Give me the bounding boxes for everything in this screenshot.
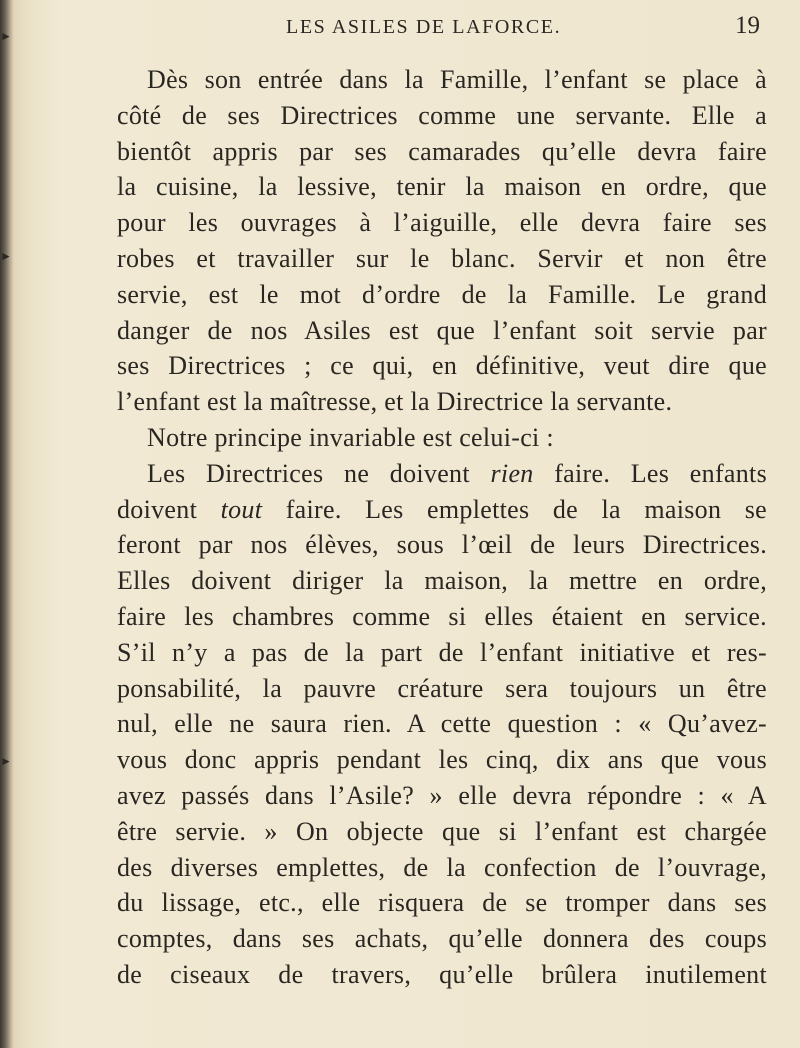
text-run: S’il n’y a pas de la part de l’enfant initiative et res-	[117, 637, 767, 667]
text-line	[117, 885, 767, 921]
text-line	[117, 134, 767, 170]
text-line	[117, 635, 767, 671]
text-run: du lissage, etc., elle risquera de se tromper dans ses	[117, 888, 767, 918]
italic-word: tout	[220, 494, 263, 524]
text-run: comptes, dans ses achats, qu’elle donnera des coups	[117, 924, 767, 954]
text-line	[117, 420, 767, 456]
text-line	[117, 778, 767, 814]
page-number: 19	[735, 12, 760, 39]
text-run: des diverses emplettes, de la confection de l’ouvrage,	[117, 852, 767, 882]
text-line	[117, 850, 767, 886]
text-run: bientôt appris par ses camarades qu’elle devra faire	[117, 136, 767, 166]
text-run: Dès son entrée dans la Famille, l’enfant se place à	[147, 65, 767, 94]
text-run: vous donc appris pendant les cinq, dix ans que vous	[117, 745, 767, 775]
text-run: faire. Les emplettes de la maison se	[262, 494, 767, 524]
text-run: Les Directrices ne doivent	[147, 458, 491, 488]
text-line	[117, 563, 767, 599]
text-line	[117, 277, 767, 313]
text-run: feront par nos élèves, sous l’œil de leurs Directrices.	[117, 530, 767, 560]
spine-mark: ►	[0, 29, 12, 43]
text-run: Notre principe invariable est celui-ci :	[147, 422, 554, 452]
text-run: faire les chambres comme si elles étaient en service.	[117, 601, 767, 631]
book-spine-shadow	[0, 0, 14, 1048]
body-text	[117, 62, 767, 993]
text-line	[117, 456, 767, 492]
text-run: Elles doivent diriger la maison, la mettre en ordre,	[117, 566, 767, 596]
text-line	[117, 921, 767, 957]
text-line	[117, 62, 767, 98]
text-line	[117, 313, 767, 349]
text-line	[117, 492, 767, 528]
page-header	[118, 14, 768, 46]
italic-word: rien	[490, 458, 534, 488]
text-run: l’enfant est la maîtresse, et la Directrice la servante.	[117, 387, 673, 417]
text-run: pour les ouvrages à l’aiguille, elle devra faire ses	[117, 208, 767, 238]
text-run: servie, est le mot d’ordre de la Famille. Le grand	[117, 279, 767, 309]
text-line	[117, 527, 767, 563]
text-line	[117, 742, 767, 778]
text-run: robes et travailler sur le blanc. Servir et non être	[117, 243, 767, 273]
text-run: doivent	[117, 494, 221, 524]
text-run: la cuisine, la lessive, tenir la maison en ordre, que	[117, 172, 767, 202]
text-line	[117, 98, 767, 134]
text-run: côté de ses Directrices comme une servante. Elle a	[117, 100, 767, 130]
text-run: danger de nos Asiles est que l’enfant soit servie par	[117, 315, 767, 345]
text-line	[117, 205, 767, 241]
text-line	[117, 599, 767, 635]
text-run: faire. Les enfants	[533, 458, 767, 488]
spine-mark: ►	[0, 249, 12, 263]
text-run: nul, elle ne saura rien. A cette question : « Qu’avez-	[117, 709, 767, 739]
text-run: être servie. » On objecte que si l’enfant est chargée	[117, 816, 767, 846]
text-line	[117, 671, 767, 707]
text-run: avez passés dans l’Asile? » elle devra répondre : « A	[117, 780, 767, 810]
running-title: LES ASILES DE LAFORCE.	[286, 16, 562, 38]
text-line	[117, 957, 767, 993]
text-line	[117, 706, 767, 742]
text-run: ses Directrices ; ce qui, en définitive, veut dire que	[117, 351, 767, 381]
text-line	[117, 241, 767, 277]
text-line	[117, 348, 767, 384]
text-run: de ciseaux de travers, qu’elle brûlera inutilement	[117, 959, 767, 989]
text-run: ponsabilité, la pauvre créature sera toujours un être	[117, 673, 767, 703]
text-line	[117, 814, 767, 850]
text-line	[117, 384, 767, 420]
text-line	[117, 169, 767, 205]
spine-mark: ►	[0, 754, 12, 768]
